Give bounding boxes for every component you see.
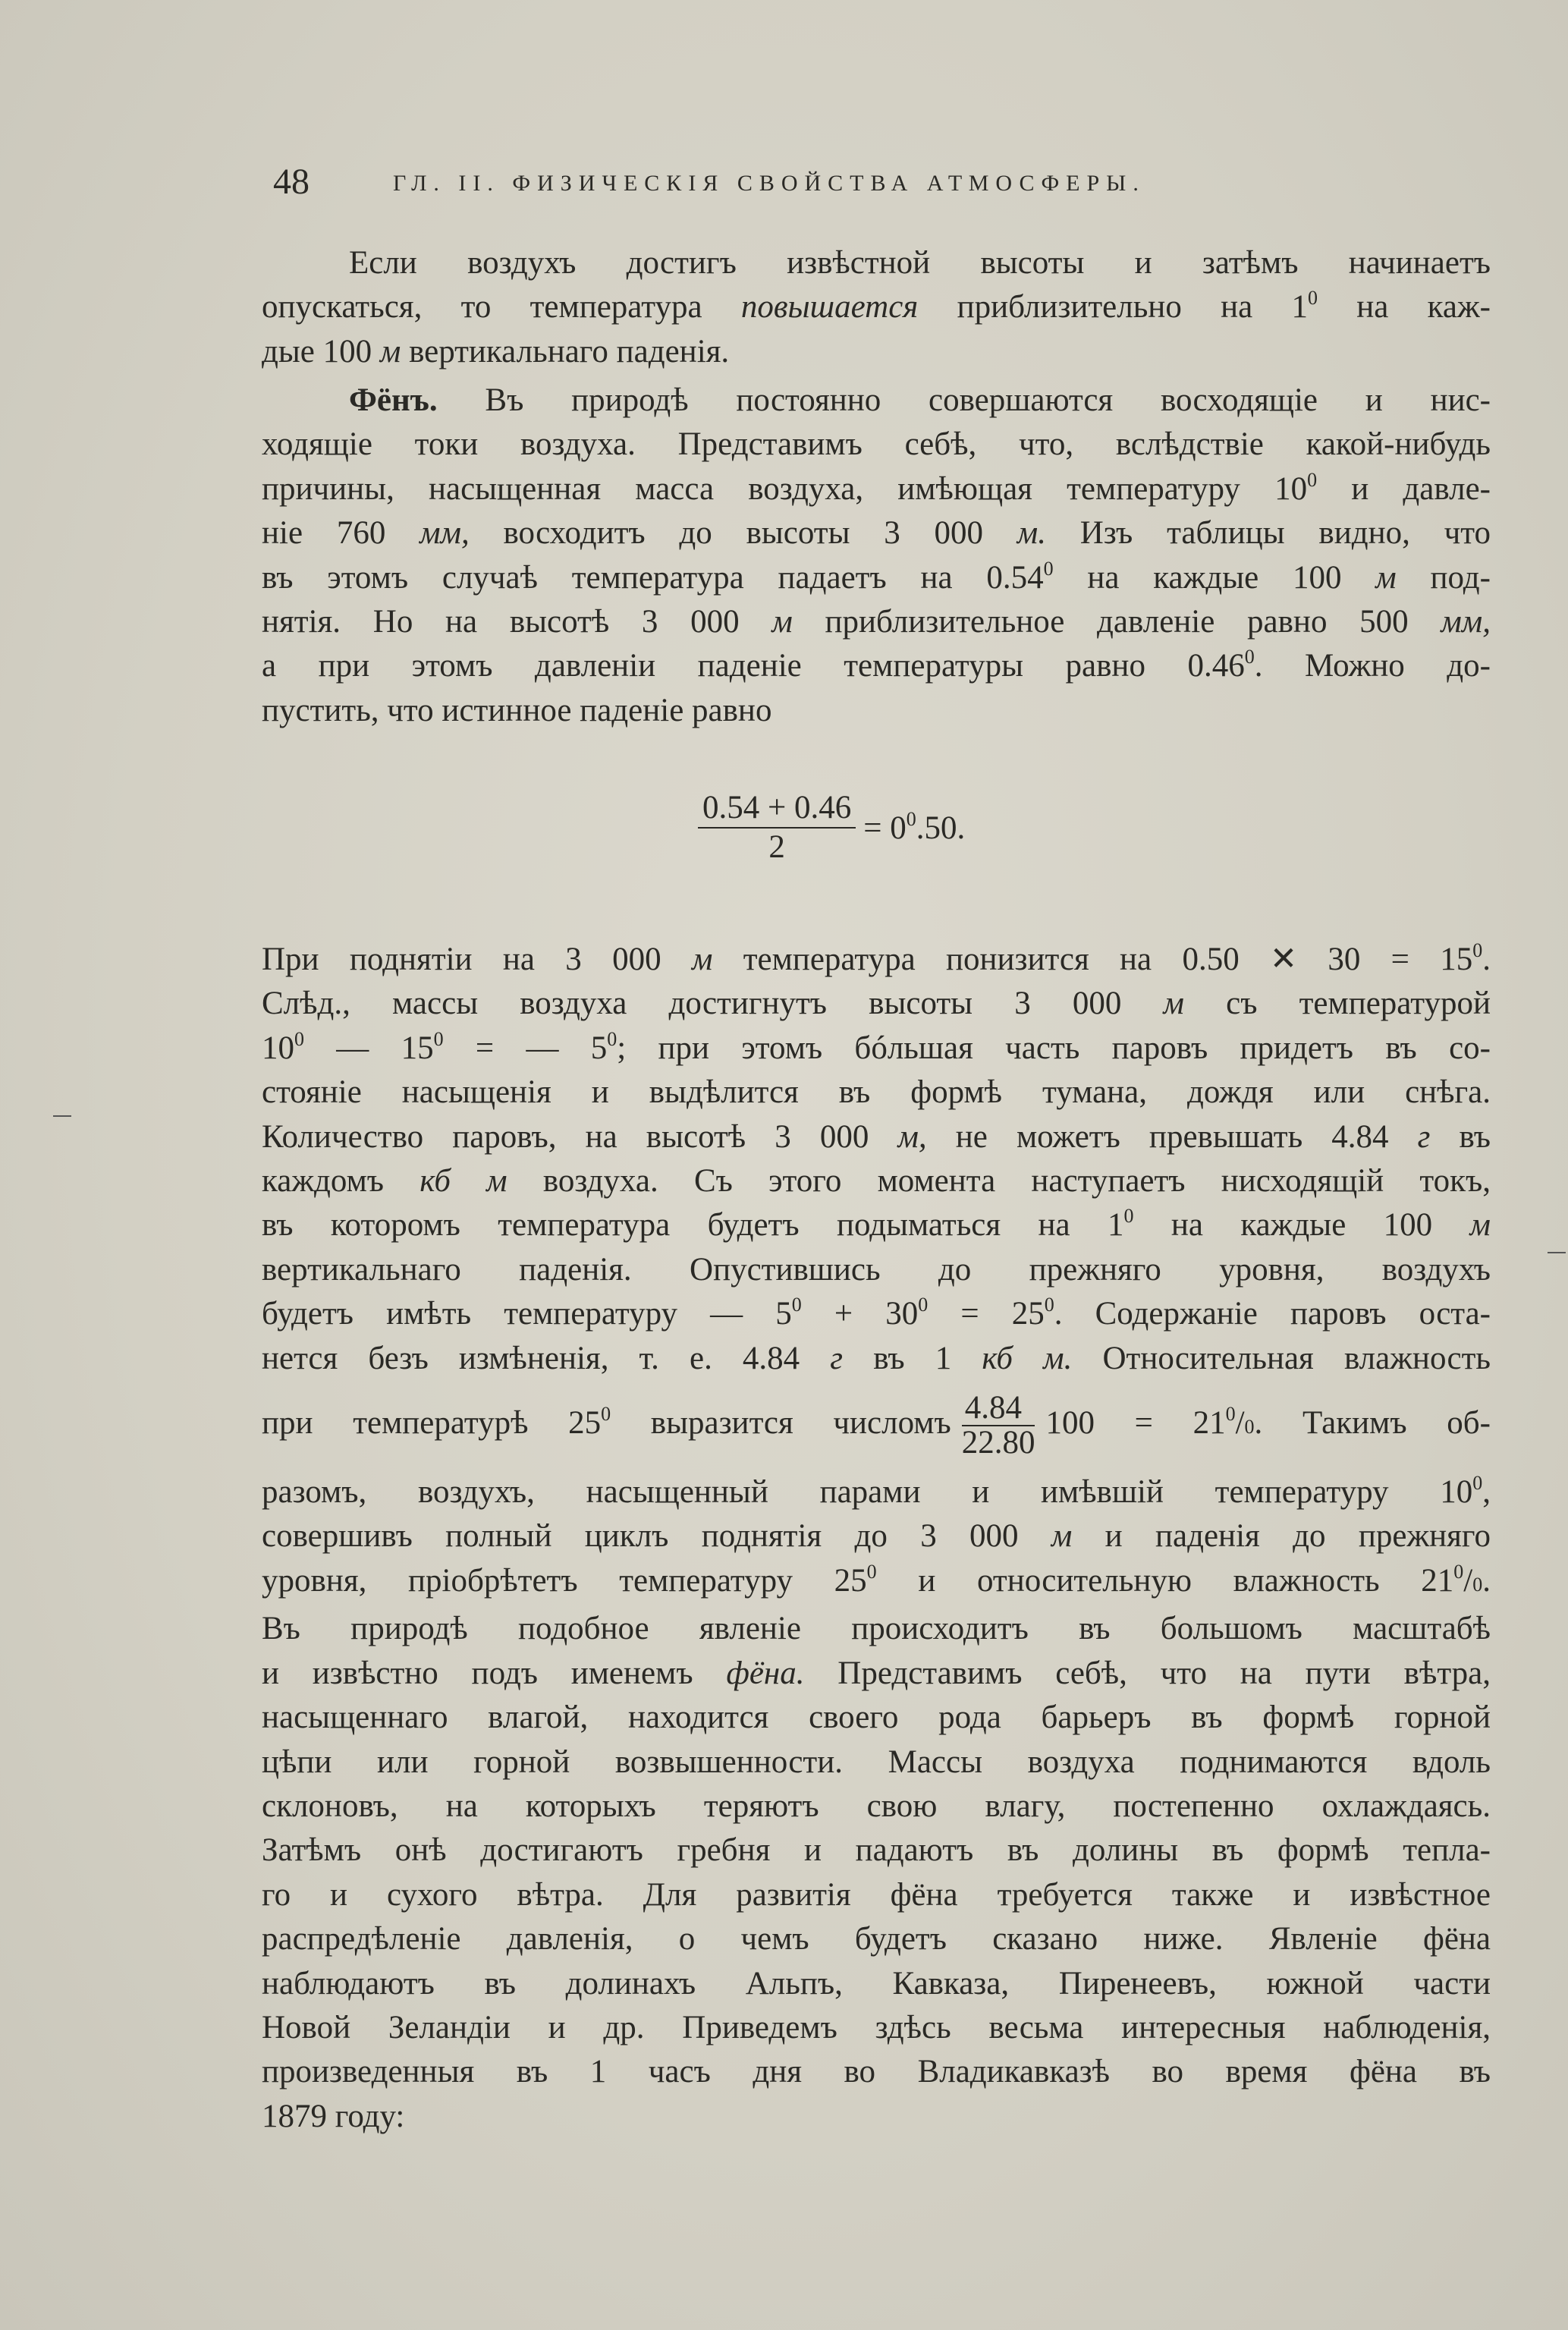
text-line: уровня, пріобрѣтетъ температуру $25^0$ и относительную влажность $21^0/0$.: [262, 1560, 1491, 1599]
text-line: причины, насыщенная масса воздуха, имѣющая температуру $10^0$ и давле-: [262, 468, 1491, 507]
text-line: дые 100 м вертикальнаго паденія.: [262, 333, 730, 369]
text-line: нятія. Но на высотѣ 3 000 м приблизительное давленіе равно 500 мм,: [262, 604, 1491, 640]
text-line: цѣпи или горной возвышенности. Массы воздуха поднимаются вдоль: [262, 1744, 1491, 1780]
text-line: будетъ имѣть температуру — $5^0 + 30^0 = 25^0$. Содержаніе паровъ оста-: [262, 1294, 1491, 1332]
fraction: [698, 789, 856, 866]
text-line: въ которомъ температура будетъ подыматься на $1^0$ на каждые 100 м: [262, 1205, 1491, 1244]
text-line: стояніе насыщенія и выдѣлится въ формѣ тумана, дождя или снѣга.: [262, 1074, 1491, 1111]
text-line: Фёнъ. Въ природѣ постоянно совершаются восходящіе и нис-: [349, 382, 1491, 418]
text-line: $10^0$ — $15^0$ = — $5^0$; при этомъ бóльшая часть паровъ придетъ въ со-: [262, 1027, 1491, 1066]
margin-mark: [53, 1115, 71, 1117]
text-line: ніе 760 мм, восходитъ до высоты 3 000 м. Изъ таблицы видно, что: [262, 515, 1491, 552]
humidity-fraction: $\frac{4.84}{22.80}$: [961, 1390, 1035, 1461]
formula-mean-lapse: [698, 789, 965, 866]
text-line: 1879 году:: [262, 2098, 405, 2134]
fraction-numerator: 0.54 + 0.46: [698, 789, 856, 829]
text-line: Слѣд., массы воздуха достигнутъ высоты 3 000 м съ температурой: [262, 986, 1491, 1022]
text-line: Новой Зеландіи и др. Приведемъ здѣсь весьма интересныя наблюденія,: [262, 2009, 1491, 2045]
text-line: а при этомъ давленіи паденіе температуры равно 0.46$^0$. Можно до-: [262, 646, 1491, 684]
text-line: Количество паровъ, на высотѣ 3 000 м, не можетъ превышать 4.84 г въ: [262, 1118, 1491, 1155]
text-line: Затѣмъ онѣ достигаютъ гребня и падаютъ въ долины въ формѣ тепла-: [262, 1832, 1491, 1869]
text-line: опускаться, то температура повышается приблизительно на $1^0$ на каж-: [262, 287, 1491, 325]
text-line: произведенныя въ 1 часъ дня во Владикавказѣ во время фёна въ: [262, 2054, 1491, 2090]
text-line: при температурѣ $25^0$ выразится числомъ $\frac{4.84}{22.80}$ $100 = 21^0/0$. Такимъ об-: [262, 1390, 1491, 1461]
text-line: наблюдаютъ въ долинахъ Альпъ, Кавказа, Пиренеевъ, южной части: [262, 1965, 1491, 2001]
text-line: вертикальнаго паденія. Опустившись до прежняго уровня, воздухъ: [262, 1251, 1491, 1288]
paragraph-foehn: [262, 379, 1491, 733]
formula-result: = $0^0.50$.: [863, 807, 966, 846]
text-line: Если воздухъ достигъ извѣстной высоты и затѣмъ начинаетъ: [349, 245, 1491, 281]
page-number: 48: [273, 162, 310, 202]
text-line: пустить, что истинное паденіе равно: [262, 692, 772, 728]
margin-mark: [1548, 1252, 1566, 1253]
text-line: склоновъ, на которыхъ теряютъ свою влагу, постепенно охлаждаясь.: [262, 1788, 1491, 1824]
paragraph-ascent-calculation: [262, 938, 1491, 2139]
text-line: разомъ, воздухъ, насыщенный парами и имѣвшій температуру $10^0$,: [262, 1472, 1491, 1511]
text-line: При поднятіи на 3 000 м температура понизится на 0.50 ✕ $30 = 15^0$.: [262, 939, 1491, 977]
text-line: Въ природѣ подобное явленіе происходитъ въ большомъ масштабѣ: [262, 1611, 1491, 1647]
paragraph-descent: [262, 241, 1491, 374]
text-line: распредѣленіе давленія, о чемъ будетъ сказано ниже. Явленіе фёна: [262, 1921, 1491, 1957]
text-line: насыщеннаго влагой, находится своего рода барьеръ въ формѣ горной: [262, 1700, 1491, 1736]
text-line: въ этомъ случаѣ температура падаетъ на 0.54$^0$ на каждые 100 м под-: [262, 557, 1491, 596]
text-line: ходящіе токи воздуха. Представимъ себѣ, что, вслѣдствіе какой-нибудь: [262, 426, 1491, 463]
fraction-denominator: 2: [768, 829, 785, 865]
text-line: каждомъ кб м воздуха. Съ этого момента наступаетъ нисходящій токъ,: [262, 1163, 1491, 1200]
text-line: нется безъ измѣненія, т. е. 4.84 г въ 1 кб м. Относительная влажность: [262, 1340, 1491, 1376]
running-header: [273, 161, 1335, 203]
section-heading-foehn: Фёнъ.: [349, 382, 438, 418]
text-line: и извѣстно подъ именемъ фёна. Представимъ себѣ, что на пути вѣтра,: [262, 1655, 1491, 1691]
running-title: ГЛ. II. ФИЗИЧЕСКІЯ СВОЙСТВА АТМОСФЕРЫ.: [393, 171, 1145, 196]
text-line: совершивъ полный циклъ поднятія до 3 000 м и паденія до прежняго: [262, 1518, 1491, 1555]
text-line: го и сухого вѣтра. Для развитія фёна требуется также и извѣстное: [262, 1876, 1491, 1913]
